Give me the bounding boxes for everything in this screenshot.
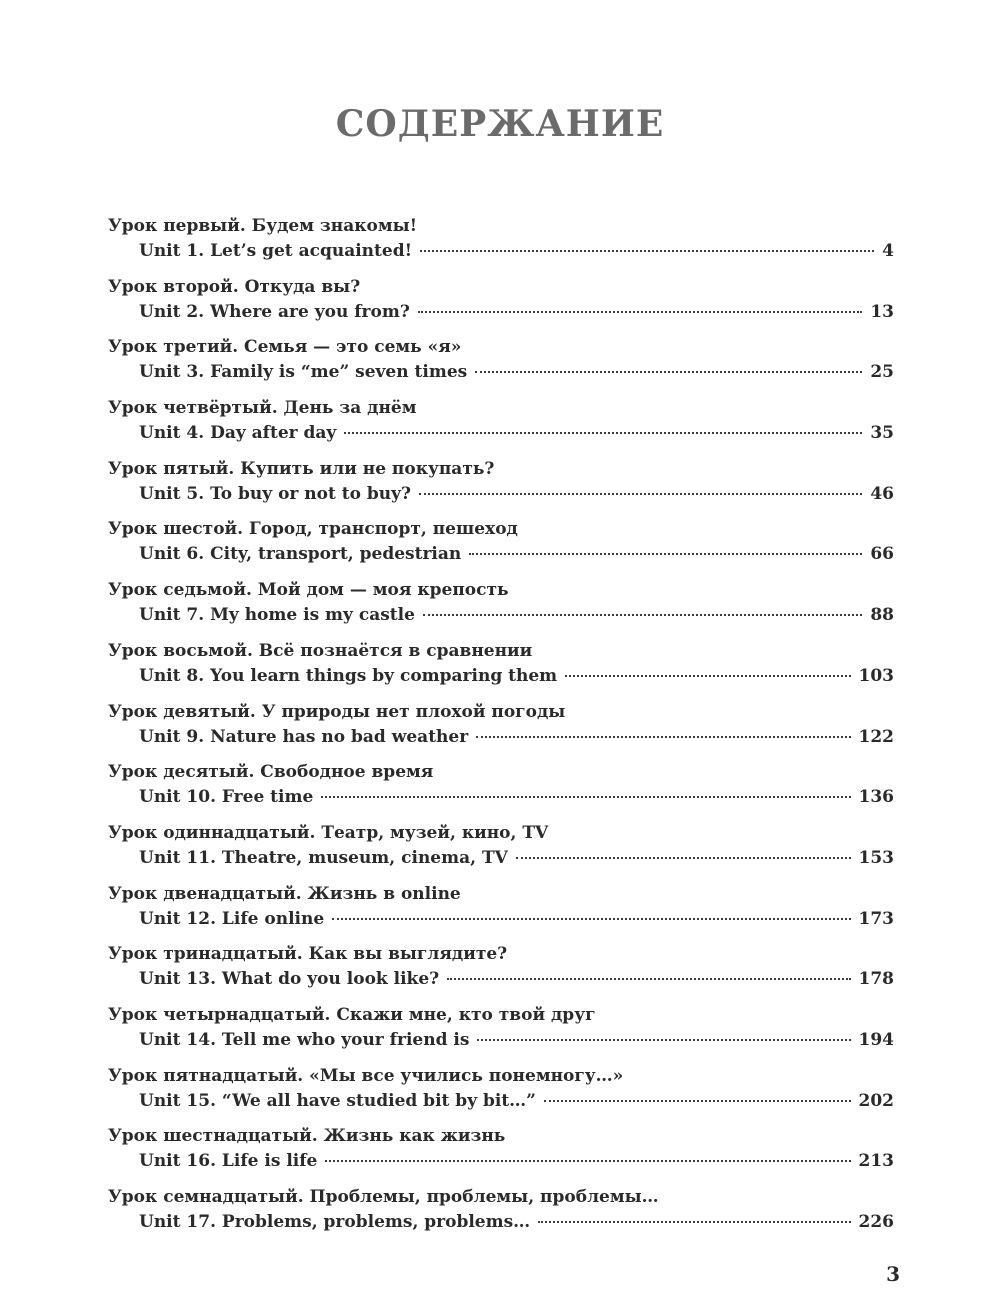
- toc-entry: [108, 883, 894, 944]
- toc-entry: [108, 1004, 894, 1065]
- table-of-contents: [108, 215, 894, 1247]
- toc-entry-english-line: [139, 301, 894, 323]
- toc-entry-english-line: [139, 786, 894, 808]
- dot-leader: [423, 614, 862, 616]
- toc-entry-english-title: Unit 10. Free time: [139, 787, 314, 808]
- toc-entry-page-number: 153: [858, 847, 894, 868]
- toc-entry-english-title: Unit 17. Problems, problems, problems…: [139, 1212, 531, 1232]
- toc-entry-page-number: 13: [870, 301, 894, 322]
- toc-entry-page-number: 202: [858, 1090, 894, 1111]
- toc-entry-page-number: 213: [858, 1151, 894, 1172]
- toc-entry: [108, 336, 894, 397]
- toc-entry-page-number: 66: [870, 544, 894, 565]
- toc-entry-page-number: 25: [870, 362, 894, 383]
- toc-entry: [108, 579, 894, 640]
- toc-entry-english-line: [139, 665, 894, 687]
- toc-entry-russian-title: Урок шестой. Город, транспорт, пешеход: [108, 519, 518, 540]
- toc-entry: [108, 761, 894, 822]
- toc-entry-russian-title: Урок шестнадцатый. Жизнь как жизнь: [108, 1126, 506, 1147]
- toc-entry-english-line: [139, 1029, 894, 1051]
- toc-entry-english-line: [139, 908, 894, 930]
- toc-entry-english-line: [139, 422, 894, 444]
- dot-leader: [420, 250, 874, 252]
- toc-entry-english-title: Unit 4. Day after day: [139, 423, 337, 444]
- toc-entry-english-line: [139, 483, 894, 505]
- toc-entry-english-line: [139, 1211, 894, 1233]
- toc-entry-page-number: 103: [858, 665, 894, 686]
- dot-leader: [475, 371, 862, 373]
- toc-entry: [108, 276, 894, 337]
- page-number-footer: 3: [886, 1262, 900, 1286]
- toc-entry-english-line: [139, 361, 894, 383]
- toc-entry-page-number: 122: [858, 726, 894, 747]
- toc-entry-english-title: Unit 2. Where are you from?: [139, 301, 410, 322]
- toc-entry: [108, 640, 894, 701]
- toc-entry-english-title: Unit 15. “We all have studied bit by bit…”: [139, 1090, 536, 1111]
- dot-leader: [469, 553, 862, 555]
- toc-entry-english-title: Unit 8. You learn things by comparing them: [139, 665, 558, 686]
- toc-entry: [108, 1186, 894, 1247]
- toc-entry-russian-title: Урок седьмой. Мой дом — моя крепость: [108, 580, 509, 601]
- toc-entry: [108, 1065, 894, 1126]
- dot-leader: [418, 311, 863, 313]
- toc-entry-english-title: Unit 14. Tell me who your friend is: [139, 1029, 470, 1050]
- toc-entry-english-title: Unit 7. My home is my castle: [139, 605, 415, 626]
- toc-entry-page-number: 46: [870, 483, 894, 504]
- toc-entry-page-number: 226: [858, 1212, 894, 1232]
- dot-leader: [544, 1100, 851, 1102]
- toc-entry: [108, 701, 894, 762]
- dot-leader: [538, 1221, 850, 1223]
- toc-entry-russian-title: Урок первый. Будем знакомы!: [108, 216, 418, 236]
- toc-entry-english-line: [139, 543, 894, 565]
- dot-leader: [516, 857, 851, 859]
- dot-leader: [419, 493, 862, 495]
- toc-entry-page-number: 194: [858, 1029, 894, 1050]
- toc-entry: [108, 1125, 894, 1186]
- toc-entry-page-number: 178: [858, 969, 894, 990]
- toc-entry: [108, 397, 894, 458]
- toc-entry: [108, 518, 894, 579]
- dot-leader: [476, 736, 850, 738]
- toc-entry-russian-title: Урок четырнадцатый. Скажи мне, кто твой друг: [108, 1004, 596, 1025]
- toc-entry-russian-title: Урок одиннадцатый. Театр, музей, кино, TV: [108, 822, 549, 843]
- toc-entry-english-title: Unit 12. Life online: [139, 908, 325, 929]
- toc-entry-english-line: [139, 847, 894, 869]
- dot-leader: [344, 432, 862, 434]
- toc-entry: [108, 943, 894, 1004]
- toc-entry-english-line: [139, 968, 894, 990]
- toc-entry-english-title: Unit 13. What do you look like?: [139, 969, 440, 990]
- toc-entry-russian-title: Урок четвёртый. День за днём: [108, 398, 417, 419]
- toc-entry-russian-title: Урок второй. Откуда вы?: [108, 276, 361, 297]
- toc-entry: [108, 822, 894, 883]
- toc-entry-english-line: [139, 1150, 894, 1172]
- dot-leader: [325, 1160, 850, 1162]
- toc-entry-page-number: 35: [870, 423, 894, 444]
- toc-entry-page-number: 4: [882, 241, 894, 261]
- dot-leader: [332, 918, 850, 920]
- toc-entry-english-line: [139, 240, 894, 262]
- toc-entry-russian-title: Урок десятый. Свободное время: [108, 762, 434, 783]
- toc-entry-russian-title: Урок тринадцатый. Как вы выглядите?: [108, 944, 508, 965]
- toc-entry-english-line: [139, 726, 894, 748]
- toc-entry-russian-title: Урок пятый. Купить или не покупать?: [108, 458, 495, 479]
- toc-entry-page-number: 173: [858, 908, 894, 929]
- dot-leader: [321, 796, 850, 798]
- page-title: СОДЕРЖАНИЕ: [335, 103, 665, 145]
- toc-entry-russian-title: Урок семнадцатый. Проблемы, проблемы, проблемы…: [108, 1187, 659, 1207]
- dot-leader: [447, 978, 850, 980]
- toc-entry-english-line: [139, 1090, 894, 1112]
- toc-entry: [108, 215, 894, 276]
- toc-entry-page-number: 136: [858, 787, 894, 808]
- toc-entry-english-line: [139, 604, 894, 626]
- toc-entry: [108, 458, 894, 519]
- toc-entry-english-title: Unit 3. Family is “me” seven times: [139, 362, 468, 383]
- toc-entry-russian-title: Урок пятнадцатый. «Мы все учились понемногу…»: [108, 1065, 624, 1086]
- toc-entry-russian-title: Урок двенадцатый. Жизнь в online: [108, 883, 461, 904]
- dot-leader: [477, 1039, 850, 1041]
- toc-entry-english-title: Unit 9. Nature has no bad weather: [139, 726, 469, 747]
- toc-entry-english-title: Unit 11. Theatre, museum, cinema, TV: [139, 847, 508, 868]
- toc-entry-english-title: Unit 16. Life is life: [139, 1151, 318, 1172]
- toc-entry-english-title: Unit 5. To buy or not to buy?: [139, 483, 411, 504]
- toc-entry-english-title: Unit 6. City, transport, pedestrian: [139, 544, 462, 565]
- toc-entry-page-number: 88: [870, 605, 894, 626]
- toc-entry-russian-title: Урок девятый. У природы нет плохой погоды: [108, 701, 566, 722]
- dot-leader: [565, 675, 850, 677]
- toc-entry-russian-title: Урок восьмой. Всё познаётся в сравнении: [108, 640, 533, 661]
- toc-entry-english-title: Unit 1. Let’s get acquainted!: [139, 241, 413, 261]
- toc-entry-russian-title: Урок третий. Семья — это семь «я»: [108, 337, 462, 358]
